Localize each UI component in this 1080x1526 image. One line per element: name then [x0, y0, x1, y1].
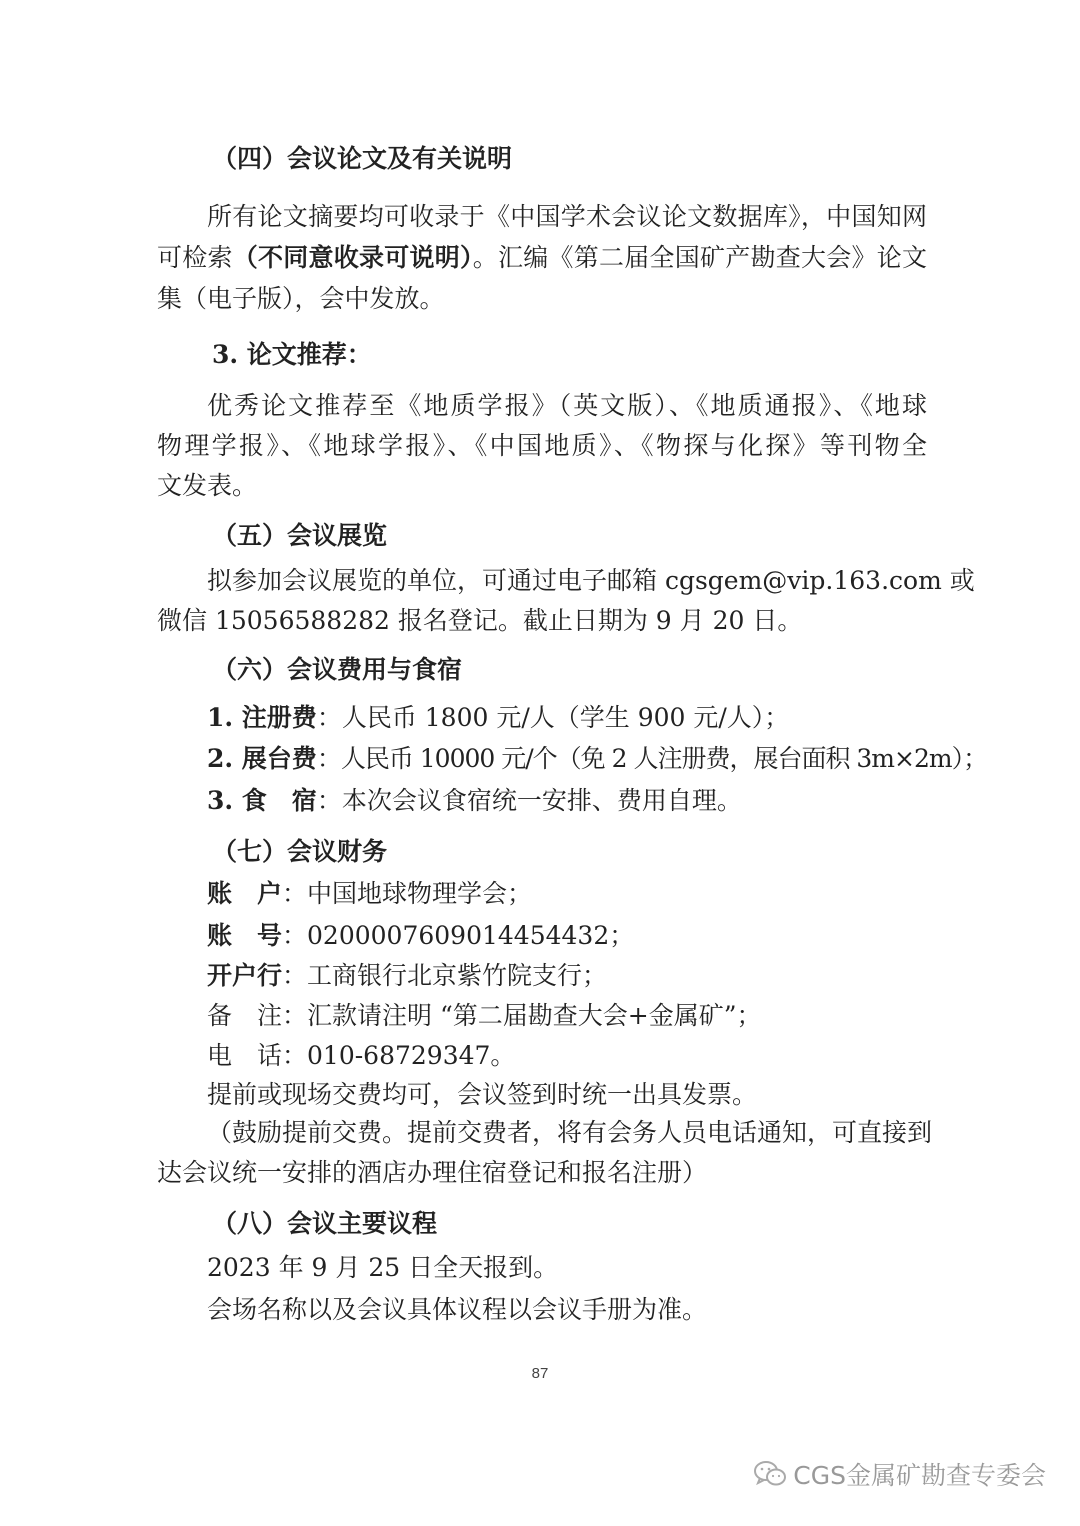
fee-item-booth — [207, 743, 988, 775]
fee-text: ：人民币 1800 元/人（学生 900 元/人）； — [316, 703, 790, 732]
finance-account-name — [207, 878, 927, 910]
sec4-para1-line2 — [157, 242, 927, 274]
item-3-paper-recommendation: 3. 论文推荐： — [212, 340, 372, 369]
section-5-heading: （五）会议展览 — [212, 521, 388, 550]
section-6-heading: （六）会议费用与食宿 — [212, 655, 463, 684]
sec4-para1-line2-bold: （不同意收录可说明） — [232, 243, 473, 272]
finance-phone — [207, 1040, 927, 1072]
finance-value: ：0200007609014454432； — [282, 921, 635, 950]
watermark-text: CGS金属矿勘查专委会 — [793, 1461, 1046, 1490]
finance-label: 备 注 — [207, 1001, 283, 1030]
fee-text: ：人民币 10000 元/个（免 2 人注册费，展台面积 3m×2m）； — [316, 744, 988, 773]
finance-value: ：中国地球物理学会； — [282, 879, 533, 908]
sec4-para2-line1: 优秀论文推荐至《地质学报》（英文版）、《地质通报》、《地球 — [207, 391, 927, 420]
finance-label: 账 号 — [207, 921, 283, 950]
finance-label: 账 户 — [207, 879, 283, 908]
wechat-icon — [753, 1459, 787, 1489]
fee-item-lodging — [207, 785, 927, 817]
finance-value: ：汇款请注明 “第二届勘查大会+金属矿”； — [282, 1001, 762, 1030]
sec5-line1: 拟参加会议展览的单位，可通过电子邮箱 cgsgem@vip.163.com 或 — [207, 566, 975, 595]
section-8-heading: （八）会议主要议程 — [212, 1209, 438, 1238]
fee-label: 1. 注册费 — [207, 703, 317, 732]
sec4-para1-line2-c: 。汇编《第二届全国矿产勘查大会》论文 — [472, 243, 927, 272]
fee-text: ：本次会议食宿统一安排、费用自理。 — [316, 786, 742, 815]
page-number: 87 — [531, 1365, 549, 1382]
finance-account-number — [207, 920, 927, 952]
finance-label: 电 话 — [207, 1041, 283, 1070]
sec4-para1-line3: 集（电子版），会中发放。 — [157, 284, 445, 313]
finance-label: 开户行 — [207, 961, 283, 990]
section-4-heading: （四）会议论文及有关说明 — [212, 144, 513, 173]
section-7-heading: （七）会议财务 — [212, 837, 388, 866]
sec7-encourage-line2: 达会议统一安排的酒店办理住宿登记和报名注册） — [157, 1158, 708, 1187]
sec7-payment-note: 提前或现场交费均可，会议签到时统一出具发票。 — [207, 1080, 758, 1109]
sec4-para2-line3: 文发表。 — [157, 471, 258, 500]
sec4-para2-line2: 物理学报》、《地球学报》、《中国地质》、《物探与化探》等刊物全 — [157, 431, 927, 460]
sec5-line2: 微信 15056588282 报名登记。截止日期为 9 月 20 日。 — [157, 606, 803, 635]
finance-value: ：工商银行北京紫竹院支行； — [282, 961, 608, 990]
sec4-para1-line1: 所有论文摘要均可收录于《中国学术会议论文数据库》，中国知网 — [207, 202, 927, 231]
sec8-line1: 2023 年 9 月 25 日全天报到。 — [207, 1253, 559, 1282]
finance-note — [207, 1000, 927, 1032]
sec8-line2: 会场名称以及会议具体议程以会议手册为准。 — [207, 1295, 708, 1324]
fee-label: 3. 食 宿 — [207, 786, 317, 815]
fee-item-registration — [207, 702, 927, 734]
sec7-encourage-line1: （鼓励提前交费。提前交费者，将有会务人员电话通知，可直接到 — [207, 1118, 933, 1147]
finance-value: ：010-68729347。 — [282, 1041, 516, 1070]
watermark — [753, 1456, 1046, 1492]
sec4-para1-line2-a: 可检索 — [157, 243, 233, 272]
finance-bank — [207, 960, 927, 992]
fee-label: 2. 展台费 — [207, 744, 317, 773]
